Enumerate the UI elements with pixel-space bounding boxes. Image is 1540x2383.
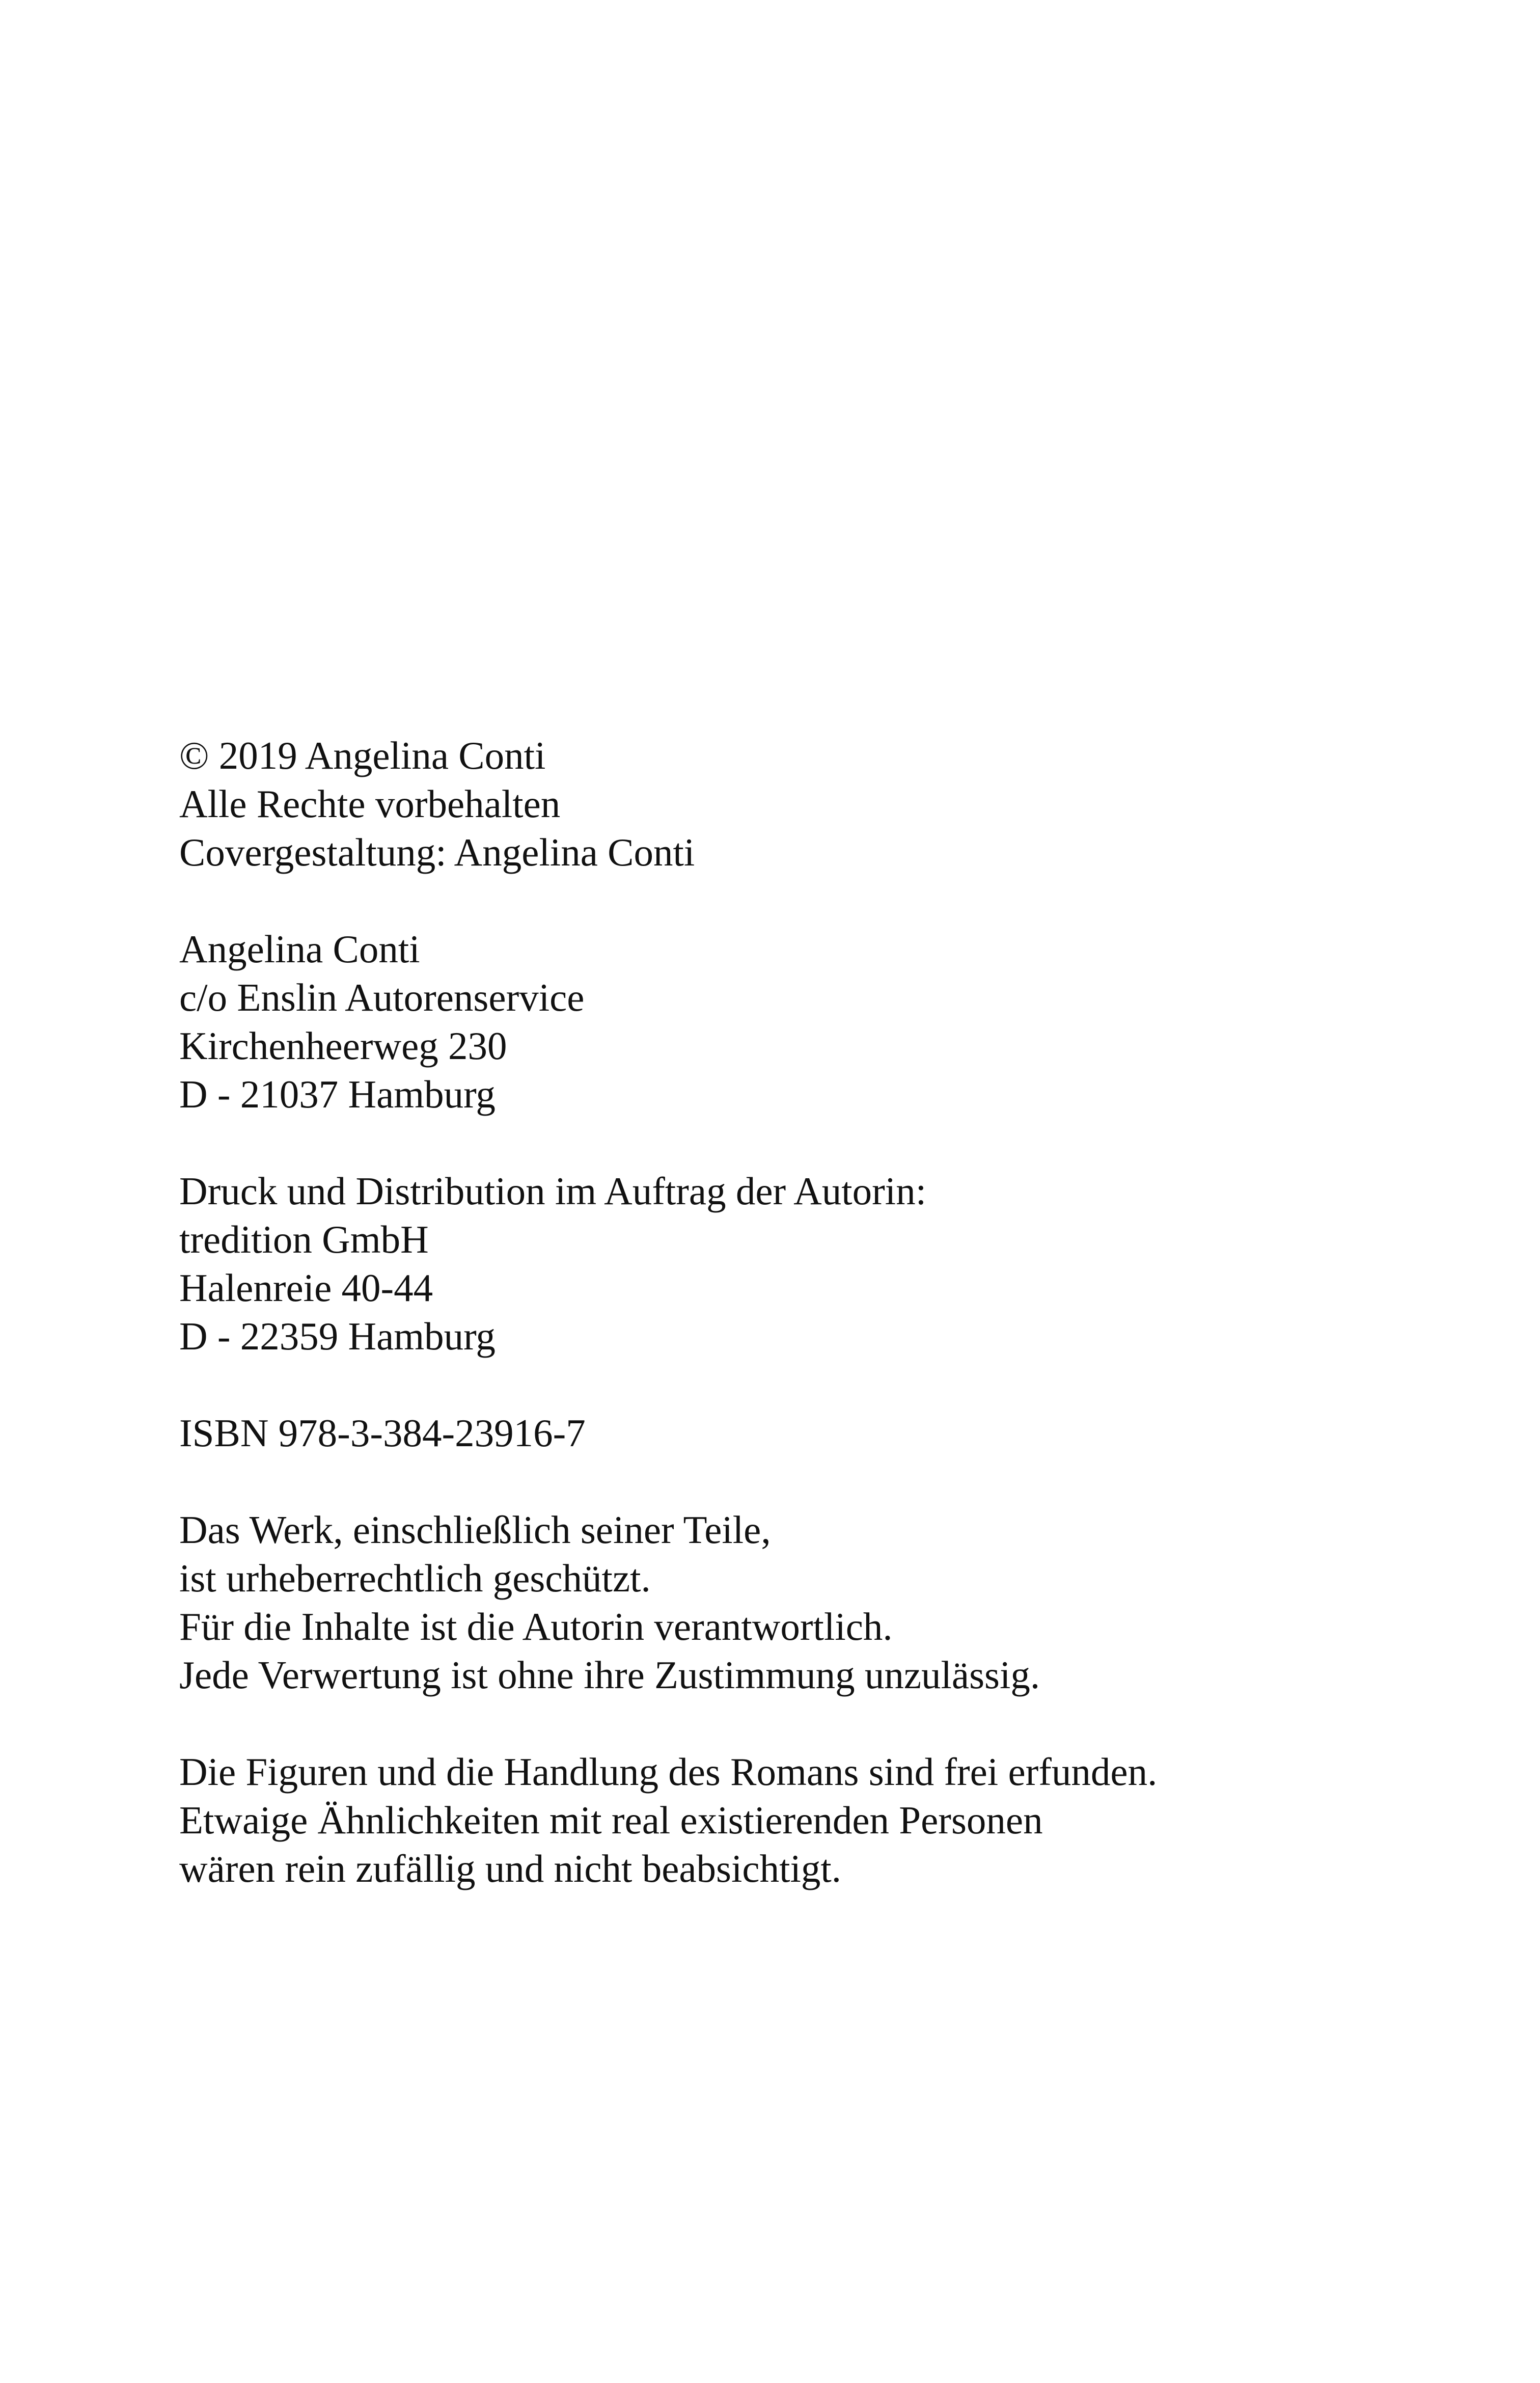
disclaimer-line: wären rein zufällig und nicht beabsichtigt. bbox=[179, 1847, 842, 1890]
rights-notice-line: ist urheberrechtlich geschützt. bbox=[179, 1556, 651, 1600]
rights-reserved-line: Alle Rechte vorbehalten bbox=[179, 782, 561, 826]
author-care-of: c/o Enslin Autorenservice bbox=[179, 976, 585, 1019]
rights-notice-line: Für die Inhalte ist die Autorin verantwortlich. bbox=[179, 1605, 893, 1648]
disclaimer-line: Etwaige Ähnlichkeiten mit real existierenden Personen bbox=[179, 1798, 1043, 1842]
author-name: Angelina Conti bbox=[179, 927, 420, 971]
rights-notice-line: Das Werk, einschließlich seiner Teile, bbox=[179, 1508, 771, 1552]
imprint-text bbox=[179, 732, 1452, 1893]
rights-notice-block bbox=[179, 1506, 1452, 1699]
publisher-city: D - 22359 Hamburg bbox=[179, 1314, 496, 1358]
author-street: Kirchenheerweg 230 bbox=[179, 1024, 507, 1068]
cover-design-line: Covergestaltung: Angelina Conti bbox=[179, 830, 695, 874]
copyright-block bbox=[179, 732, 1452, 877]
disclaimer-line: Die Figuren und die Handlung des Romans sind frei erfunden. bbox=[179, 1750, 1158, 1794]
isbn-line: ISBN 978-3-384-23916-7 bbox=[179, 1411, 586, 1455]
publisher-name: tredition GmbH bbox=[179, 1217, 429, 1261]
publisher-block bbox=[179, 1167, 1452, 1361]
copyright-line: © 2019 Angelina Conti bbox=[179, 734, 546, 777]
publisher-intro: Druck und Distribution im Auftrag der Autorin: bbox=[179, 1169, 927, 1213]
isbn-block bbox=[179, 1409, 1452, 1457]
author-address-block bbox=[179, 925, 1452, 1119]
publisher-street: Halenreie 40-44 bbox=[179, 1266, 433, 1310]
rights-notice-line: Jede Verwertung ist ohne ihre Zustimmung unzulässig. bbox=[179, 1653, 1040, 1697]
author-city: D - 21037 Hamburg bbox=[179, 1072, 496, 1116]
fiction-disclaimer-block bbox=[179, 1748, 1452, 1893]
